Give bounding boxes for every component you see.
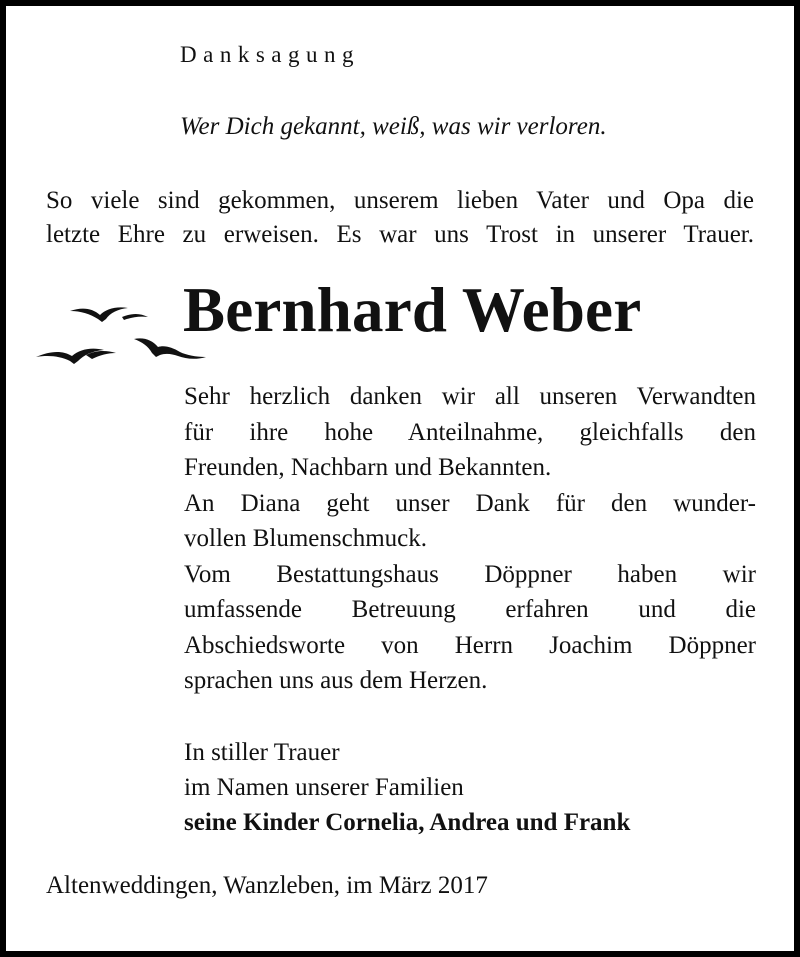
thanks-paragraph [184,379,756,699]
thanks-line: Abschiedsworte von Herrn Joachim Döppner [184,631,756,659]
thanks-line: vollen Blumenschmuck. [184,525,428,552]
thanks-line: sprachen uns aus dem Herzen. [184,667,488,694]
place-date: Altenweddingen, Wanzleben, im März 2017 [46,872,488,899]
bird-icon [122,314,148,320]
motto-quote: Wer Dich gekannt, weiß, was wir verloren. [180,113,607,140]
intro-line: letzte Ehre zu erweisen. Es war uns Trost in unserer Trauer. [46,221,754,248]
deceased-name: Bernhard Weber [183,275,642,345]
closing-block [184,735,630,840]
intro-line: So viele sind gekommen, unserem lieben Vater und Opa die [46,187,754,214]
closing-line: im Namen unserer Familien [184,774,464,801]
thanks-line: umfassende Betreuung erfahren und die [184,596,756,623]
intro-paragraph [46,184,754,252]
thanks-line: für ihre hohe Anteilnahme, gleichfalls den [184,418,756,446]
thanks-line: Freunden, Nachbarn und Bekannten. [184,454,552,481]
closing-line: In stiller Trauer [184,739,340,766]
bird-icon [70,307,128,322]
notice-heading: Danksagung [180,42,360,67]
signers: seine Kinder Cornelia, Andrea und Frank [184,809,631,836]
thanks-line: Vom Bestattungshaus Döppner haben wir [184,560,756,588]
thanks-line: Sehr herzlich danken wir all unseren Verwandten [184,383,756,410]
thanks-line: An Diana geht unser Dank für den wunder- [184,489,756,517]
